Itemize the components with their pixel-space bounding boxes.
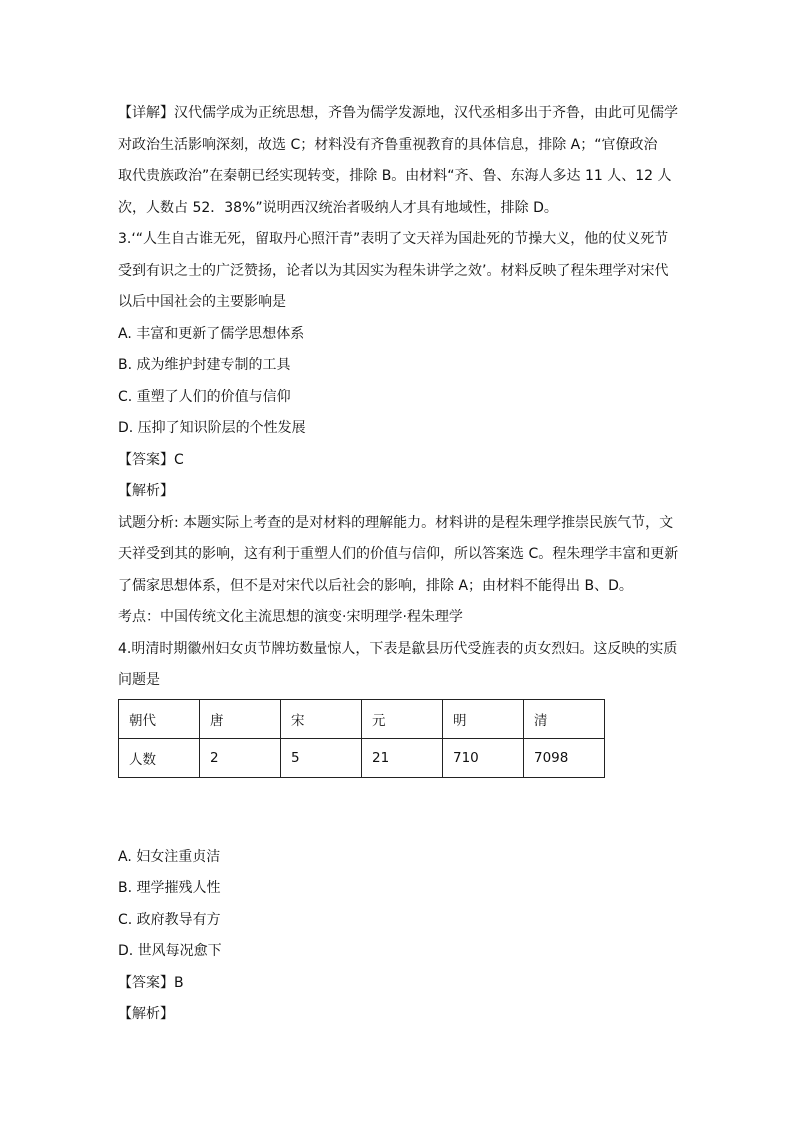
q4-option-c: C. 政府教导有方 <box>118 911 221 928</box>
detail-line: 对政治生活影响深刻，故选 C；材料没有齐鲁重视教育的具体信息，排除 A；“官僚政治 <box>118 136 658 153</box>
document-page <box>118 98 678 1031</box>
q4-option-d: D. 世风每况愈下 <box>118 943 222 959</box>
detail-line: 【详解】汉代儒学成为正统思想，齐鲁为儒学发源地，汉代丞相多出于齐鲁，由此可见儒学 <box>118 105 678 121</box>
detail-line: 次，人数占 52．38%”说明西汉统治者吸纳人才具有地域性，排除 D。 <box>118 199 558 216</box>
table-header-row <box>119 699 605 738</box>
table-cell: 5 <box>281 738 362 777</box>
prev-detail <box>118 98 678 224</box>
table-cell: 人数 <box>119 738 200 777</box>
q3-answer: 【答案】C <box>118 451 184 468</box>
table-cell: 710 <box>443 738 524 777</box>
question-3 <box>118 224 678 634</box>
q3-analysis-line: 了儒家思想体系，但不是对宋代以后社会的影响，排除 A；由材料不能得出 B、D。 <box>118 577 633 594</box>
q4-option-b: B. 理学摧残人性 <box>118 880 221 896</box>
q3-stem-line: 受到有识之士的广泛赞扬，论者以为其因实为程朱讲学之效’。材料反映了程朱理学对宋代 <box>118 262 669 279</box>
question-4 <box>118 634 678 1031</box>
table-cell: 明 <box>443 699 524 738</box>
dynasty-table <box>118 699 605 778</box>
table-row <box>119 738 605 777</box>
q4-analysis-label: 【解析】 <box>118 1006 174 1022</box>
q4-stem-line: 4.明清时期徽州妇女贞节牌坊数量惊人，下表是歙县历代受旌表的贞女烈妇。这反映的实质 <box>118 640 678 657</box>
q3-analysis-label: 【解析】 <box>118 483 174 499</box>
q4-answer: 【答案】B <box>118 974 184 991</box>
table-cell: 21 <box>362 738 443 777</box>
table-cell: 宋 <box>281 699 362 738</box>
q3-option-c: C. 重塑了人们的价值与信仰 <box>118 388 291 405</box>
q4-option-a: A. 妇女注重贞洁 <box>118 848 221 865</box>
table-cell: 清 <box>524 699 605 738</box>
q3-option-d: D. 压抑了知识阶层的个性发展 <box>118 420 306 436</box>
q3-knowledge-point: 考点：中国传统文化主流思想的演变·宋明理学·程朱理学 <box>118 609 463 625</box>
q3-analysis-line: 试题分析: 本题实际上考查的是对材料的理解能力。材料讲的是程朱理学推崇民族气节，文 <box>118 514 674 531</box>
detail-line: 取代贵族政治”在秦朝已经实现转变，排除 B。由材料“齐、鲁、东海人多达 11 人、12 人 <box>118 168 672 184</box>
spacer <box>118 778 678 842</box>
q3-option-a: A. 丰富和更新了儒学思想体系 <box>118 325 305 342</box>
table-cell: 元 <box>362 699 443 738</box>
q4-stem-line: 问题是 <box>118 672 160 688</box>
table-cell: 2 <box>200 738 281 777</box>
q3-option-b: B. 成为维护封建专制的工具 <box>118 357 291 373</box>
table-cell: 7098 <box>524 738 605 777</box>
table-cell: 唐 <box>200 699 281 738</box>
table-cell: 朝代 <box>119 699 200 738</box>
q3-stem-line: 3.‘“人生自古谁无死，留取丹心照汗青”表明了文天祥为国赴死的节操大义，他的仗义死节 <box>118 231 669 247</box>
q3-analysis-line: 天祥受到其的影响，这有利于重塑人们的价值与信仰，所以答案选 C。程朱理学丰富和更新 <box>118 546 679 562</box>
q3-stem-line: 以后中国社会的主要影响是 <box>118 294 286 310</box>
